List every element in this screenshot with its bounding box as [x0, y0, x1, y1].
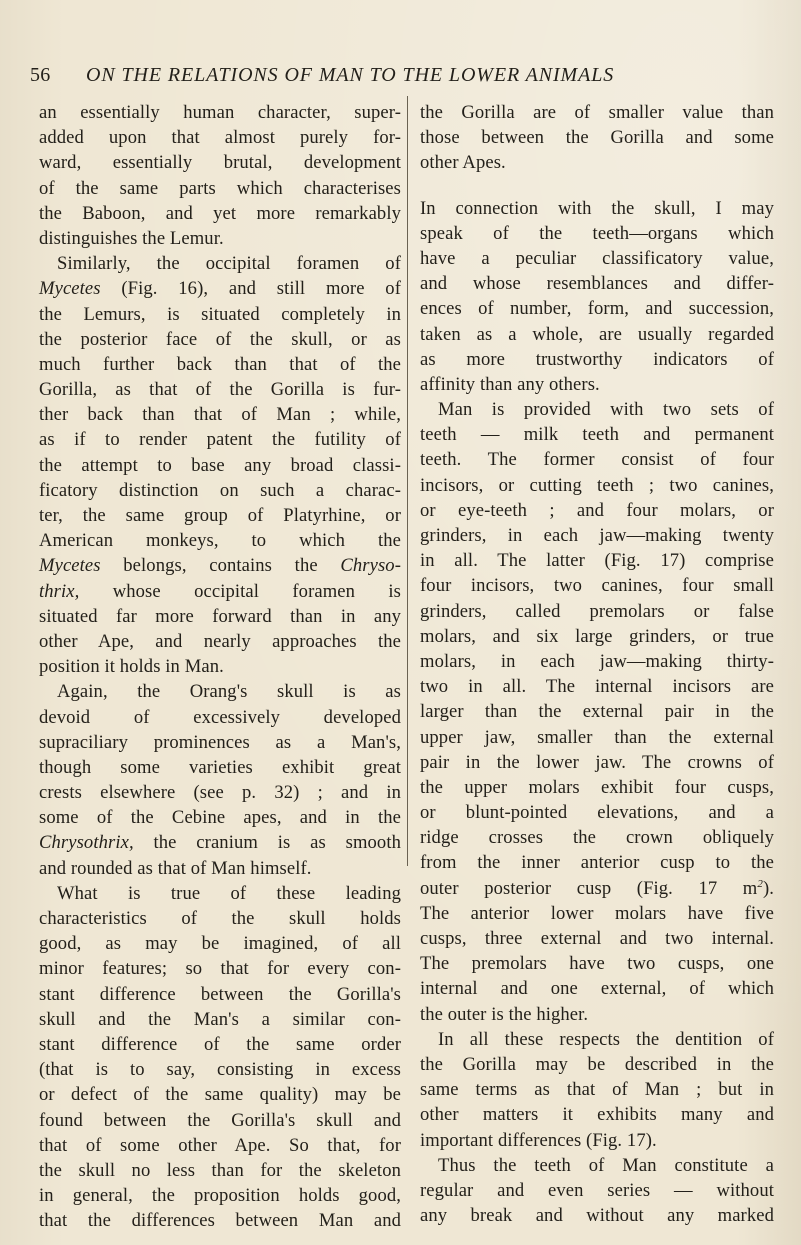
text-line: regular and even series — without — [420, 1179, 774, 1201]
text-line: the Lemurs, is situated completely in — [39, 303, 401, 325]
text-line: or defect of the same quality) may be — [39, 1084, 401, 1106]
text-line: What is true of these leading — [57, 882, 401, 904]
text-line: the upper molars exhibit four cusps, — [420, 776, 774, 798]
superscript: 2 — [757, 877, 763, 890]
text-line: four incisors, two canines, four small — [420, 575, 774, 597]
text-line: speak of the teeth—organs which — [420, 222, 774, 244]
text-line: grinders, in each jaw—making twenty — [420, 525, 774, 546]
page-number: 56 — [30, 64, 51, 86]
text-line: Gorilla, as that of the Gorilla is fur- — [39, 379, 401, 401]
text-line: Man is provided with two sets of — [438, 399, 774, 421]
text-line: teeth — milk teeth and permanent — [420, 424, 774, 446]
text-line: or blunt-pointed elevations, and a — [420, 802, 774, 824]
text-line: some of the Cebine apes, and in the — [39, 807, 401, 829]
text-line: devoid of excessively developed — [39, 706, 401, 728]
text-line: thrix, whose occipital foramen is — [39, 580, 401, 602]
text-line: and whose resemblances and differ- — [420, 273, 774, 295]
text-line: The premolars have two cusps, one — [420, 953, 774, 975]
text-line: and rounded as that of Man himself. — [39, 857, 312, 879]
text-line: Similarly, the occipital foramen of — [57, 253, 401, 275]
text-line: the outer is the higher. — [420, 1003, 589, 1025]
text-line: that the differences between Man and — [39, 1210, 401, 1232]
text-line: upper jaw, smaller than the external — [420, 726, 774, 748]
text-line: Mycetes (Fig. 16), and still more of — [39, 278, 401, 300]
column-divider — [407, 96, 408, 866]
text-line-with-superscript — [420, 876, 774, 901]
text-line: stant difference between the Gorilla's — [39, 983, 401, 1005]
text-line: good, as may be imagined, of all — [39, 933, 401, 955]
left-column — [39, 100, 401, 1233]
text-line: (that is to say, consisting in excess — [39, 1059, 401, 1081]
text-line: that of some other Ape. So that, for — [39, 1134, 401, 1156]
text-line: two in all. The internal incisors are — [420, 676, 774, 698]
text-line: skull and the Man's a similar con- — [39, 1008, 401, 1030]
text-line: the Baboon, and yet more remarkably — [39, 202, 401, 224]
text-line: taken as a whole, are usually regarded — [420, 323, 774, 345]
text-line: in all. The latter (Fig. 17) comprise — [420, 550, 774, 572]
text-line: an essentially human character, super- — [39, 102, 401, 123]
text-line: or eye-teeth ; and four molars, or — [420, 499, 774, 521]
text-line: important differences (Fig. 17). — [420, 1129, 657, 1151]
text-line: minor features; so that for every con- — [39, 958, 401, 980]
text-line: ences of number, form, and succession, — [420, 298, 774, 320]
text-line: teeth. The former consist of four — [420, 449, 774, 471]
text-line: the posterior face of the skull, or as — [39, 328, 401, 350]
text-line: stant difference of the same order — [39, 1033, 401, 1055]
text-line: other matters it exhibits many and — [420, 1104, 774, 1126]
text-line: crests elsewhere (see p. 32) ; and in — [39, 782, 401, 804]
text-line: as more trustworthy indicators of — [420, 348, 774, 370]
text-line: the Gorilla may be described in the — [420, 1053, 774, 1075]
text-line: characteristics of the skull holds — [39, 908, 401, 929]
text-line: found between the Gorilla's skull and — [39, 1109, 401, 1131]
text-line: ficatory distinction on such a charac- — [39, 479, 401, 501]
text-line: The anterior lower molars have five — [420, 902, 774, 924]
text-line: supraciliary prominences as a Man's, — [39, 731, 401, 753]
text-line: affinity than any others. — [420, 373, 600, 395]
text-line: those between the Gorilla and some — [420, 127, 774, 149]
page-header — [30, 64, 730, 92]
text-line: Thus the teeth of Man constitute a — [438, 1154, 774, 1176]
text-line: ward, essentially brutal, development — [39, 152, 401, 174]
text-line: of the same parts which characterises — [39, 177, 401, 199]
text-line: other Ape, and nearly approaches the — [39, 630, 401, 652]
text-line: ther back than that of Man ; while, — [39, 404, 401, 426]
text-line: the skull no less than for the skeleton — [39, 1159, 401, 1181]
text-line: though some varieties exhibit great — [39, 756, 401, 778]
text-line: ter, the same group of Platyrhine, or — [39, 505, 401, 526]
text-line-tail: ). — [762, 877, 774, 899]
text-line: internal and one external, of which — [420, 978, 774, 1000]
text-line: same terms as that of Man ; but in — [420, 1079, 774, 1101]
text-line: position it holds in Man. — [39, 656, 224, 678]
text-line: have a peculiar classificatory value, — [420, 247, 774, 269]
text-line: added upon that almost purely for- — [39, 127, 401, 149]
text-line: incisors, or cutting teeth ; two canines, — [420, 474, 774, 496]
running-head: ON THE RELATIONS OF MAN TO THE LOWER ANIMALS — [86, 64, 615, 86]
text-line: pair in the lower jaw. The crowns of — [420, 751, 774, 773]
right-column — [420, 100, 774, 1228]
text-line: as if to render patent the futility of — [39, 429, 401, 451]
text-line: distinguishes the Lemur. — [39, 227, 224, 249]
text-line: molars, in each jaw—making thirty- — [420, 650, 774, 672]
text-line: Mycetes belongs, contains the Chryso- — [39, 555, 401, 577]
text-line: larger than the external pair in the — [420, 701, 774, 723]
text-line: from the inner anterior cusp to the — [420, 852, 774, 874]
text-line: In all these respects the dentition of — [438, 1028, 774, 1050]
text-line: much further back than that of the — [39, 353, 401, 375]
text-line: American monkeys, to which the — [39, 530, 401, 552]
text-line: the attempt to base any broad classi- — [39, 454, 401, 476]
text-line: Chrysothrix, the cranium is as smooth — [39, 832, 401, 854]
text-line: grinders, called premolars or false — [420, 600, 774, 622]
text-line: Again, the Orang's skull is as — [57, 681, 401, 703]
text-line: molars, and six large grinders, or true — [420, 625, 774, 647]
text-line: the Gorilla are of smaller value than — [420, 102, 774, 123]
text-line: ridge crosses the crown obliquely — [420, 827, 774, 849]
text-line: in general, the proposition holds good, — [39, 1185, 401, 1207]
text-line: situated far more forward than in any — [39, 605, 401, 627]
text-line: cusps, three external and two internal. — [420, 928, 774, 949]
text-line: any break and without any marked — [420, 1205, 774, 1227]
text-line: other Apes. — [420, 152, 506, 174]
text-line: In connection with the skull, I may — [420, 197, 774, 219]
text-line-body: outer posterior cusp (Fig. 17 m — [420, 877, 758, 899]
